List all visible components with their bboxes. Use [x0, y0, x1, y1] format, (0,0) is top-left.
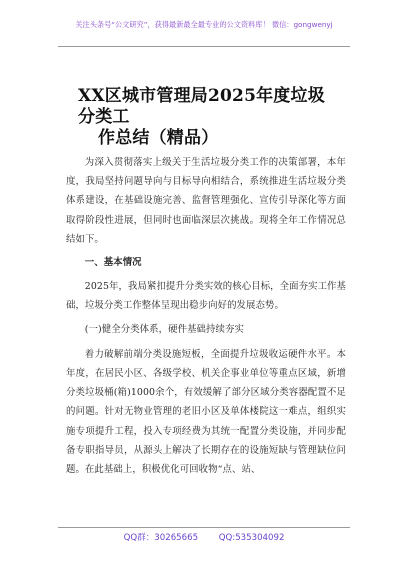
- page-footer: [0, 533, 408, 544]
- document-title: [78, 86, 338, 149]
- section-heading-basic-situation: 一、基本情况: [84, 257, 142, 269]
- qq-group-text: QQ群：30265665: [123, 533, 199, 543]
- intro-paragraph: 为深入贯彻落实上级关于生活垃圾分类工作的决策部署，本年度，我局坚持问题导向与目标导向相结合，系统推进生活垃圾分类体系建设，在基础设施完善、监督管理强化、宣传引导深化等方面取得阶段性进展，但同时也面临深层次挑战。现将全年工作情况总结如下。: [66, 157, 346, 245]
- subsection-paragraph: 着力破解前端分类设施短板，全面提升垃圾收运硬件水平。本年度，在居民小区、各级学校、机关企事业单位等重点区域，新增分类垃圾桶(箱)1000余个，有效缓解了部分区域分类容器配置不足的问题。针对无物业管理的老旧小区及单体楼院这一难点，组织实施专项提升工程，投入专项经费为其统一配置分类设施，并同步配备专职指导员，从源头上解决了长期存在的设施短缺与管理缺位问题。在此基础上，积极优化可回收物“点、站、: [66, 348, 346, 476]
- document-body: [66, 153, 346, 479]
- header-divider: [58, 46, 350, 47]
- qq-number-text: QQ:535304092: [218, 533, 285, 543]
- subsection-heading: (一)健全分类体系，硬件基础持续夯实: [84, 323, 244, 335]
- footer-divider: [58, 527, 350, 528]
- section-paragraph: 2025年，我局紧扣提升分类实效的核心目标，全面夯实工作基础，垃圾分类工作整体呈现出稳步向好的发展态势。: [66, 281, 346, 312]
- title-line-1: XX区城市管理局2025年度垃圾分类工: [78, 86, 325, 127]
- title-line-2: 作总结（精品）: [98, 128, 219, 148]
- promo-banner: 关注头条号“公文研究”，获得最新最全最专业的公文资料库！ 微信：gongwenyj: [75, 20, 333, 29]
